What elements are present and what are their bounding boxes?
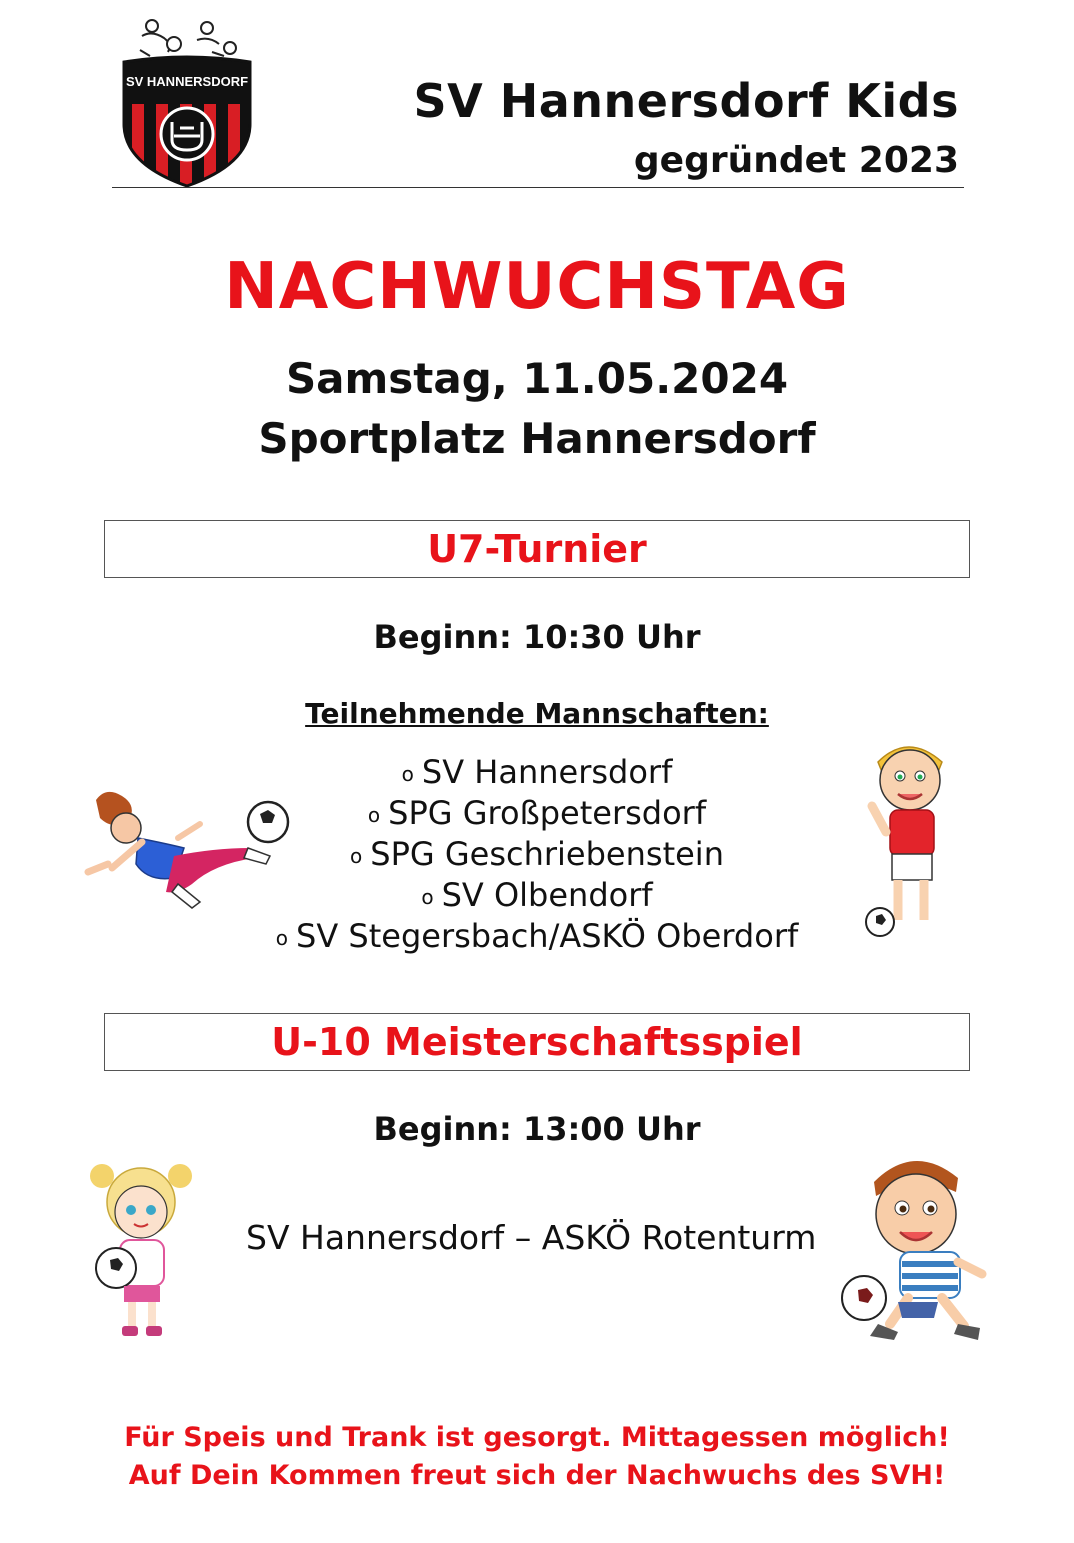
founded-label: gegründet 2023 xyxy=(633,140,959,181)
match-fixture: SV Hannersdorf – ASKÖ Rotenturm xyxy=(246,1218,817,1257)
logo-kids-sketch xyxy=(140,20,236,56)
u10-begin-time: Beginn: 13:00 Uhr xyxy=(373,1110,701,1148)
teams-heading xyxy=(0,697,1074,730)
team-name: SPG Großpetersdorf xyxy=(388,794,707,832)
girl-kicking-illustration xyxy=(78,786,293,921)
event-venue: Sportplatz Hannersdorf xyxy=(258,414,816,463)
u7-begin-time: Beginn: 10:30 Uhr xyxy=(373,618,701,656)
footer-line-1: Für Speis und Trank ist gesorgt. Mittagessen möglich! xyxy=(124,1422,950,1453)
event-date: Samstag, 11.05.2024 xyxy=(285,354,789,403)
event-title: NACHWUCHSTAG xyxy=(224,250,850,324)
girl-holding-ball-illustration xyxy=(88,1158,198,1340)
team-name: SV Olbendorf xyxy=(441,876,653,914)
club-logo xyxy=(112,14,262,190)
team-name: SV Stegersbach/ASKÖ Oberdorf xyxy=(296,917,799,955)
club-title: SV Hannersdorf Kids xyxy=(413,74,959,128)
list-bullet: o xyxy=(421,885,434,909)
footer-line-2: Auf Dein Kommen freut sich der Nachwuchs des SVH! xyxy=(128,1460,946,1491)
boy-thumbs-up-illustration xyxy=(858,738,958,940)
team-name: SPG Geschriebenstein xyxy=(370,835,724,873)
u10-section-heading: U-10 Meisterschaftsspiel xyxy=(104,1013,970,1071)
boy-running-illustration xyxy=(838,1152,1000,1348)
list-bullet: o xyxy=(275,926,289,950)
header-divider xyxy=(112,187,964,188)
u7-section-heading: U7-Turnier xyxy=(104,520,970,578)
logo-text: SV HANNERSDORF xyxy=(125,74,249,89)
list-bullet: o xyxy=(350,844,363,868)
teams-heading-text: Teilnehmende Mannschaften: xyxy=(305,697,769,730)
list-bullet: o xyxy=(401,762,414,786)
team-name: SV Hannersdorf xyxy=(421,753,673,791)
list-bullet: o xyxy=(367,803,381,827)
